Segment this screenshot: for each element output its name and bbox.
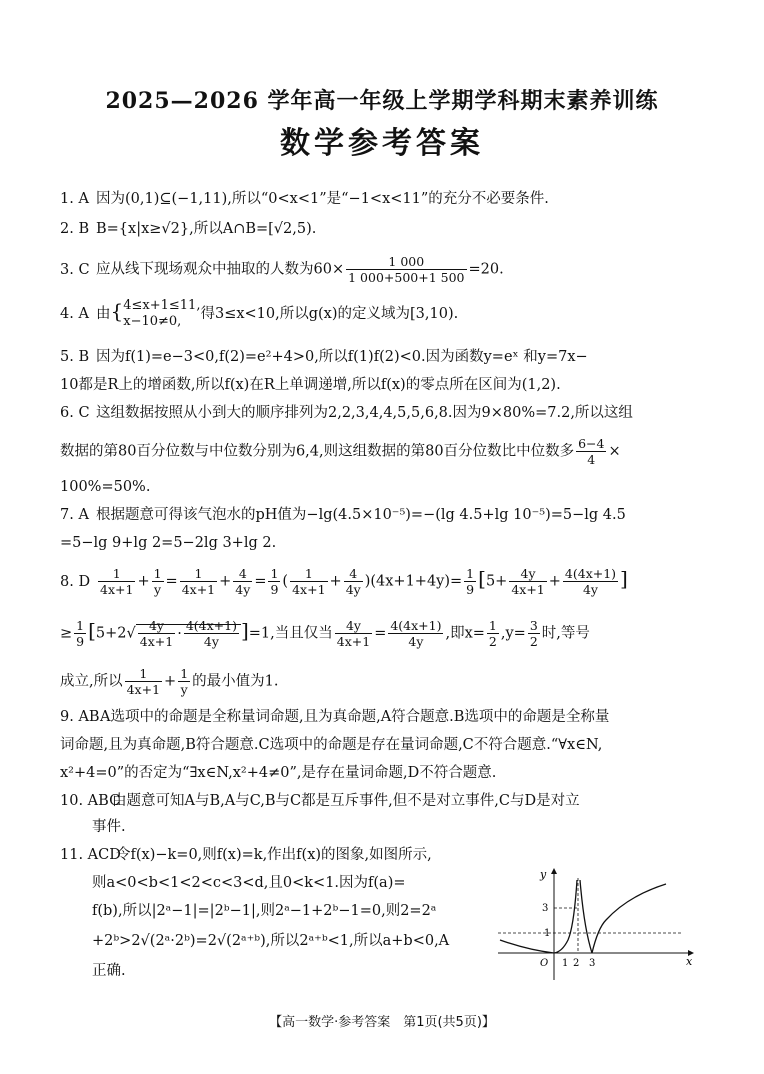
answer-8-line3: 成立,所以 $\frac{1}{4x+1}$ + $\frac{1}{y}$ 的最小值为1. [60,666,279,697]
answer-9-line1: 9. ABA选项中的命题是全称量词命题,且为真命题,A符合题意.B选项中的命题是全称量 [60,709,610,725]
answer-9-line2: 词命题,且为真命题,B符合题意.C选项中的命题是存在量词命题,C不符合题意.“∀x∈N, [60,737,603,753]
answer-4: 4. A 由{ 4≤x+1≤11, x−10≠0, 得3≤x<10,所以g(x)的定义域为[3,10). [60,298,459,329]
curve-middle [580,880,592,953]
answer-5-line2: 10都是R上的增函数,所以f(x)在R上单调递增,所以f(x)的零点所在区间为(1,2). [60,377,561,393]
curve-left [500,880,577,953]
origin-label: O [540,958,549,969]
exam-title: 2025—2026 学年高一年级上学期学科期末素养训练 [105,88,659,114]
page-footer: 【高一数学·参考答案 第1页(共5页)】 [269,1015,495,1030]
answer-7-line2: =5−lg 9+lg 2=5−2lg 3+lg 2. [60,535,277,551]
answer-5-line1: 5. B 因为f(1)=e−3<0,f(2)=e²+4>0,所以f(1)f(2)<0.因为函数y=eˣ 和y=7x− [60,349,588,365]
x-tick-1: 1 [562,958,569,969]
answer-3: 3. C 应从线下现场观众中抽取的人数为60× $\frac{1 000}{1 000+500+1 500}$ =20. [60,254,504,285]
answer-2: 2. B B={x|x≥√2},所以A∩B=[√2,5). [60,221,317,237]
function-graph [498,868,698,983]
x-axis-label: x [686,955,693,968]
answer-8-line1: 8. D $\frac{1}{4x+1}$ + $\frac{1}{y}$ = $\frac{1}{4x+1}$ + $\frac{4}{4y}$ = $\frac{1}{9}$ ( $\frac{1}{4x+1}$ + $\frac{4}{4y}$ )(4x+1+4y)= $\frac{1}{9}$ [5+ $\frac{4y}{4x+1}$ + $\frac{4(4x+1)}{4y}$ ] [60,566,628,597]
answer-7-line1: 7. A 根据题意可得该气泡水的pH值为−lg(4.5×10⁻⁵)=−(lg 4.5+lg 10⁻⁵)=5−lg 4.5 [60,507,626,523]
answer-11-line1: 11. ACD令f(x)−k=0,则f(x)=k,作出f(x)的图象,如图所示, [60,847,432,863]
x-tick-3: 3 [589,958,596,969]
y-axis-label: y [540,868,547,881]
guide-lines [498,878,683,953]
answer-10-line1: 10. ABC由题意可知A与B,A与C,B与C都是互斥事件,但不是对立事件,C与D是对立 [60,793,580,809]
answer-1: 1. A 因为(0,1)⊆(−1,11),所以“0<x<1”是“−1<x<11”的充分不必要条件. [60,191,549,207]
answer-key-title: 数学参考答案 [280,126,484,161]
y-axis-arrow [551,868,557,874]
answer-11-line2: 则a<0<b<1<2<c<3<d,且0<k<1.因为f(a)= [92,875,406,891]
answer-6-line3: 100%=50%. [60,479,151,495]
answer-8-line2: ≥ $\frac{1}{9}$ [5+2√ $\frac{4y}{4x+1}$ · $\frac{4(4x+1)}{4y}$ ]=1,当且仅当 $\frac{4y}{4x+1}$ = $\frac{4(4x+1)}{4y}$ ,即x= $\frac{1}{2}$ ,y= $\frac{3}{2}$ 时,等号 [60,618,590,649]
curve-right [592,884,666,953]
answer-9-line3: x²+4=0”的否定为“∃x∈N,x²+4≠0”,是存在量词命题,D不符合题意. [60,765,497,781]
y-tick-3: 3 [542,903,549,914]
answer-11-line3: f(b),所以|2ᵃ−1|=|2ᵇ−1|,则2ᵃ−1+2ᵇ−1=0,则2=2ᵃ [92,903,437,919]
answer-6-line2: 数据的第80百分位数与中位数分别为6,4,则这组数据的第80百分位数比中位数多 $\frac{6-4}{4}$ × [60,436,621,467]
answer-11-line5: 正确. [92,963,126,979]
answer-10-line2: 事件. [92,819,126,835]
answer-11-line4: +2ᵇ>2√(2ᵃ·2ᵇ)=2√(2ᵃ⁺ᵇ),所以2ᵃ⁺ᵇ<1,所以a+b<0,A [92,933,450,949]
answer-6-line1: 6. C 这组数据按照从小到大的顺序排列为2,2,3,4,4,5,5,6,8.因为9×80%=7.2,所以这组 [60,405,633,421]
y-tick-1: 1 [544,928,551,939]
x-tick-2: 2 [573,958,580,969]
